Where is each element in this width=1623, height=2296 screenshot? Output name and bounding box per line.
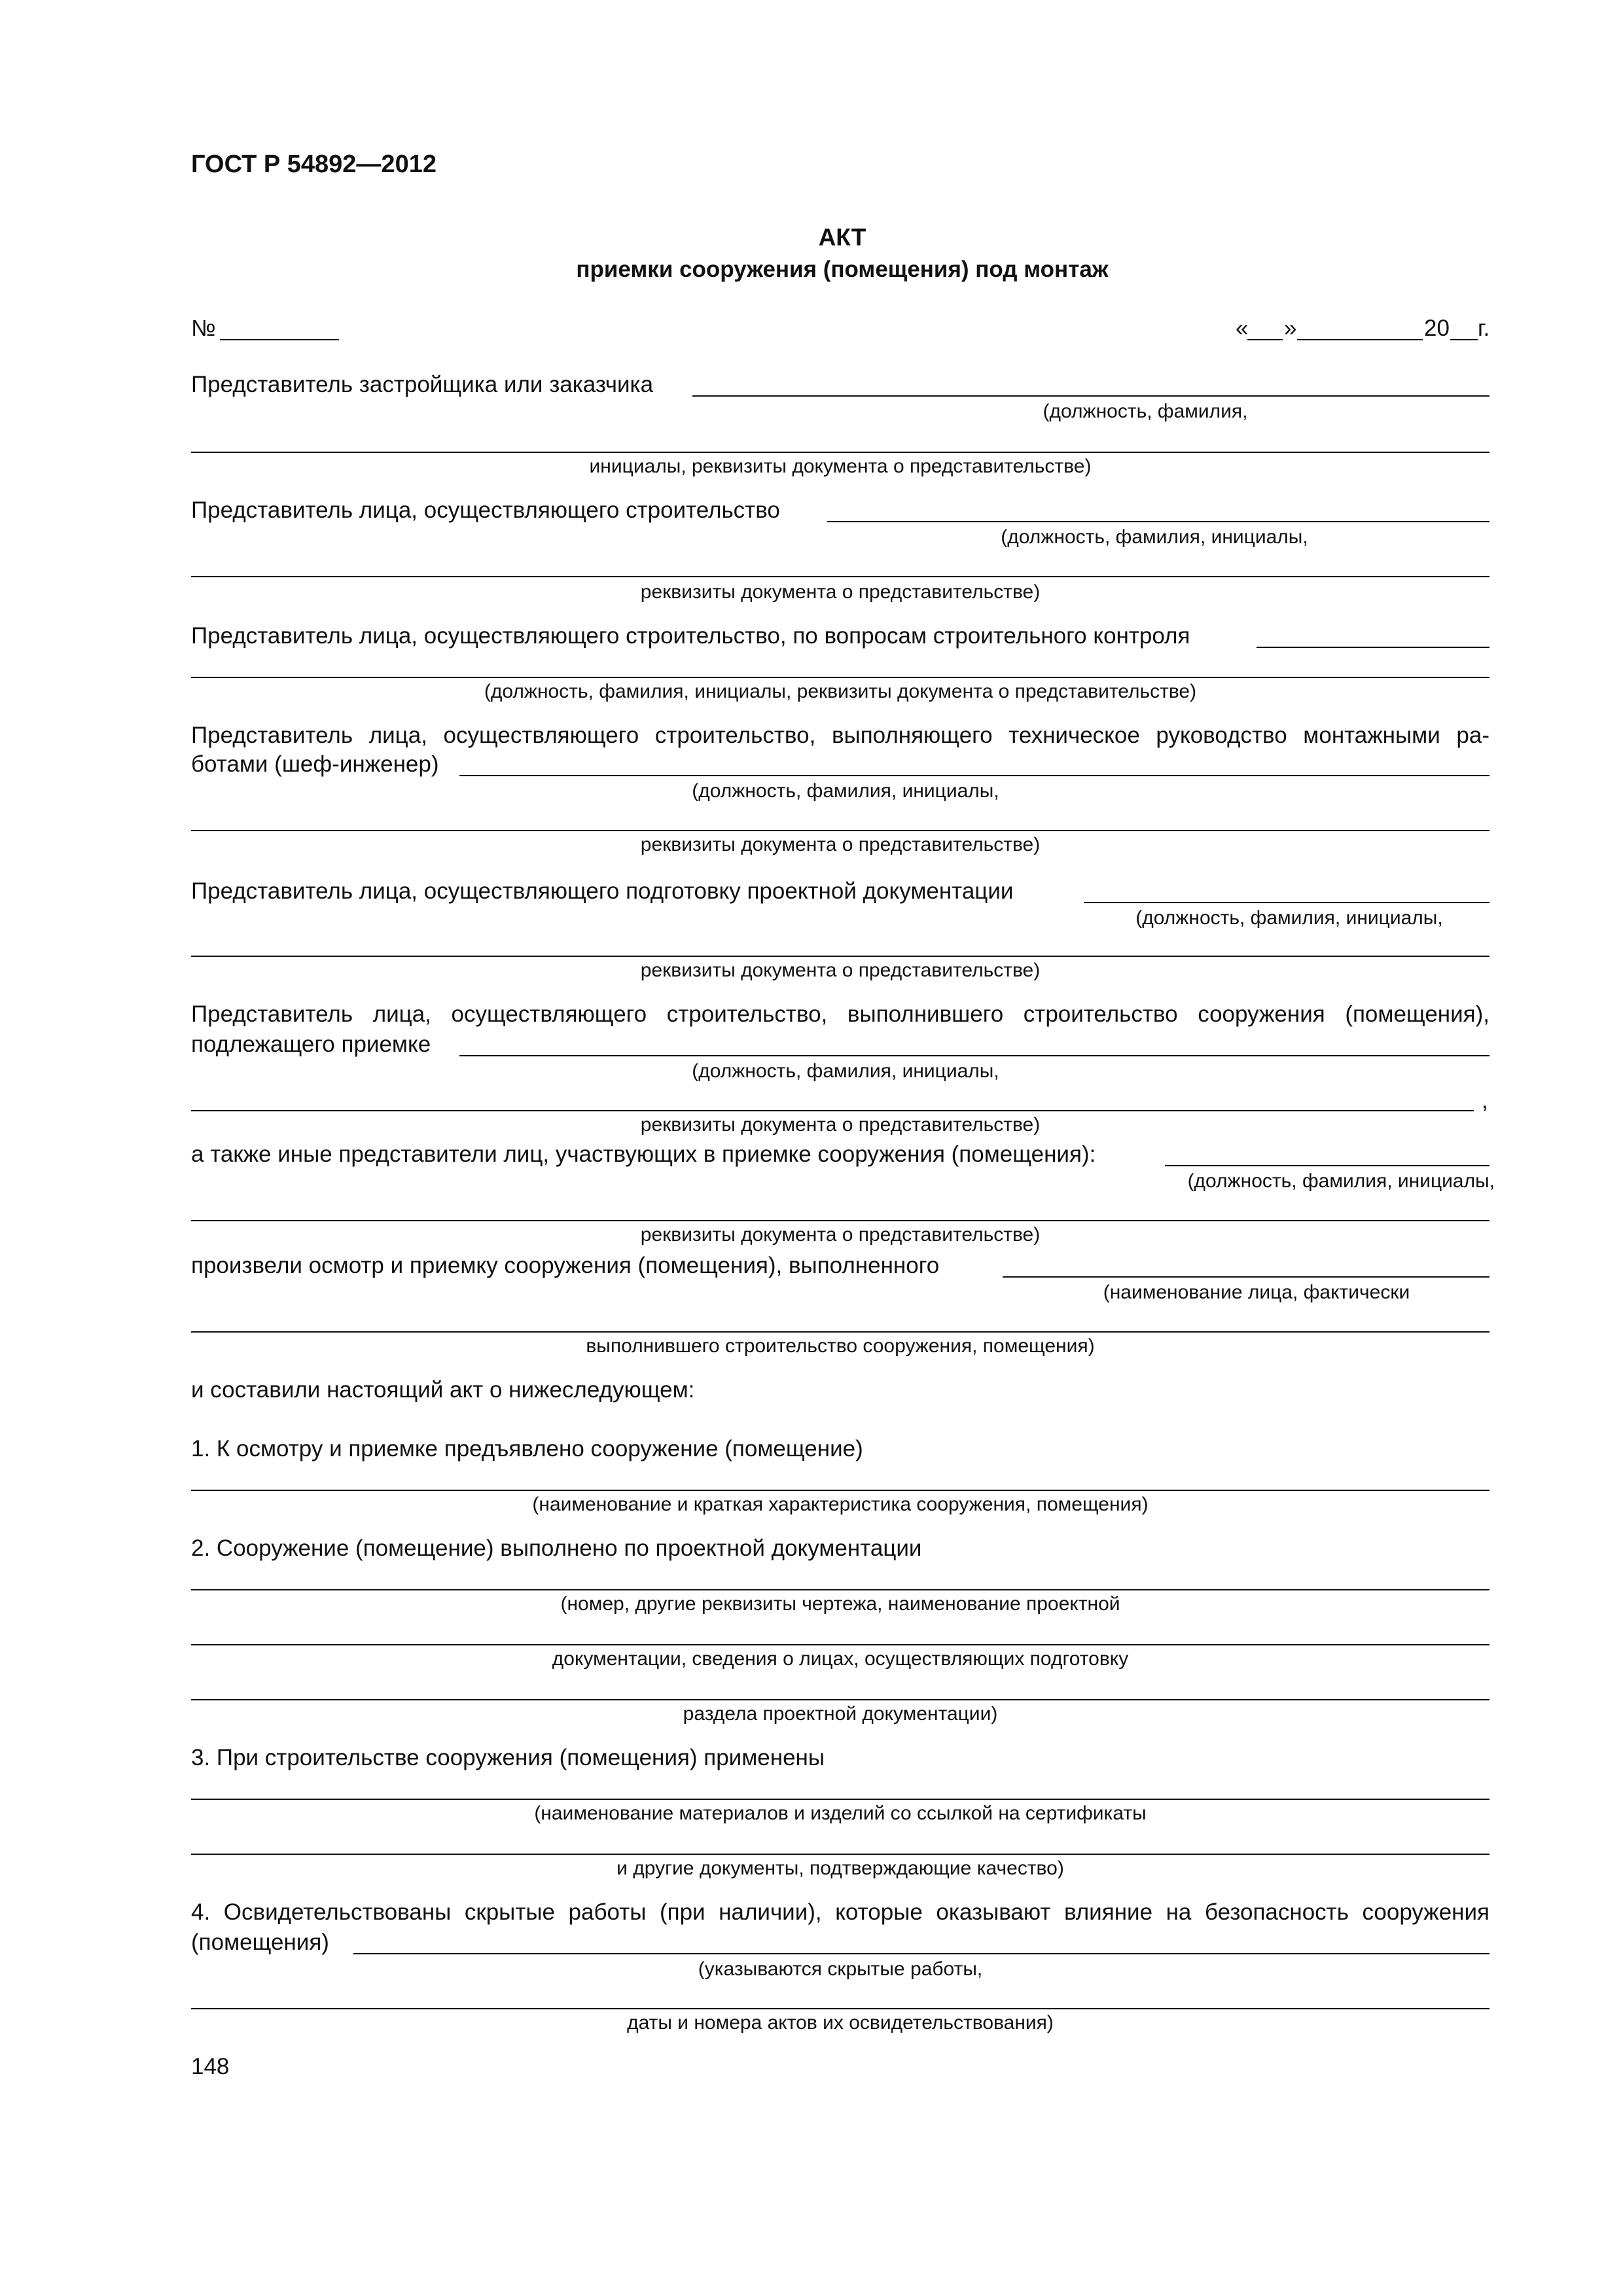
number-label: №	[191, 315, 216, 341]
date-close-quote: »	[1284, 315, 1297, 341]
performer-rep-caption: (должность, фамилия, инициалы,	[692, 1060, 999, 1082]
item-4-label-1: 4. Освидетельствованы скрытые работы (при наличии), которые оказывают влияние на безопасность сооружения	[191, 1899, 1489, 1925]
builder-rep-field[interactable]	[827, 521, 1489, 522]
chief-rep-field[interactable]	[459, 775, 1489, 776]
item-3-caption: (наименование материалов и изделий со ссылкой на сертификаты	[534, 1803, 1147, 1824]
chief-rep-caption-2: реквизиты документа о представительстве)	[640, 834, 1041, 855]
compiled-statement: и составили настоящий акт о нижеследующем:	[191, 1377, 695, 1403]
design-rep-label: Представитель лица, осуществляющего подготовку проектной документации	[191, 878, 1014, 904]
date-month-field[interactable]	[1297, 339, 1423, 340]
chief-rep-label-1: Представитель лица, осуществляющего строительство, выполняющего техническое руководство монтажными ра-	[191, 723, 1489, 748]
builder-rep-field-2[interactable]	[191, 576, 1489, 577]
item-3-field[interactable]	[191, 1799, 1489, 1800]
item-2-caption-3: раздела проектной документации)	[683, 1703, 998, 1725]
performer-comma: ,	[1482, 1088, 1488, 1113]
item-1-caption: (наименование и краткая характеристика сооружения, помещения)	[532, 1494, 1149, 1515]
inspection-caption: (наименование лица, фактически	[1103, 1282, 1410, 1303]
item-3-field-2[interactable]	[191, 1854, 1489, 1855]
builder-rep-label: Представитель лица, осуществляющего строительство	[191, 497, 780, 523]
standard-code: ГОСТ Р 54892—2012	[191, 151, 437, 178]
page-number: 148	[191, 2054, 230, 2079]
others-rep-label: а также иные представители лиц, участвующих в приемке сооружения (помещения):	[191, 1141, 1096, 1167]
chief-rep-field-2[interactable]	[191, 830, 1489, 831]
design-rep-caption-2: реквизиты документа о представительстве)	[640, 960, 1041, 981]
developer-rep-caption: (должность, фамилия,	[1043, 401, 1248, 422]
item-1-label: 1. К осмотру и приемке предъявлено сооружение (помещение)	[191, 1436, 863, 1462]
inspection-caption-2: выполнившего строительство сооружения, помещения)	[586, 1335, 1095, 1357]
act-subtitle: приемки сооружения (помещения) под монтаж	[576, 257, 1109, 282]
item-2-field[interactable]	[191, 1589, 1489, 1590]
control-rep-field-2[interactable]	[191, 677, 1489, 678]
design-rep-caption: (должность, фамилия, инициалы,	[1135, 907, 1443, 929]
item-4-field-2[interactable]	[191, 2008, 1489, 2009]
performer-rep-label-2: подлежащего приемке	[191, 1031, 431, 1057]
inspection-field-2[interactable]	[191, 1331, 1489, 1333]
performer-rep-field[interactable]	[459, 1055, 1489, 1056]
others-rep-field-2[interactable]	[191, 1220, 1489, 1221]
performer-rep-field-2[interactable]	[191, 1110, 1474, 1111]
item-4-label-2: (помещения)	[191, 1929, 329, 1955]
others-rep-caption-2: реквизиты документа о представительстве)	[640, 1224, 1041, 1246]
control-rep-label: Представитель лица, осуществляющего строительство, по вопросам строительного контроля	[191, 623, 1190, 649]
inspection-field[interactable]	[1003, 1276, 1489, 1278]
date-year-prefix: 20	[1424, 315, 1450, 341]
date-year-suffix: г.	[1478, 315, 1490, 341]
design-rep-field-2[interactable]	[191, 956, 1489, 957]
control-rep-field[interactable]	[1257, 647, 1489, 648]
chief-rep-label-2: ботами (шеф-инженер)	[191, 751, 439, 777]
item-4-caption: (указываются скрытые работы,	[698, 1958, 983, 1980]
item-1-field[interactable]	[191, 1490, 1489, 1491]
item-4-field[interactable]	[353, 1953, 1489, 1954]
item-2-caption: (номер, другие реквизиты чертежа, наименование проектной	[560, 1593, 1120, 1615]
others-rep-caption: (должность, фамилия, инициалы,	[1187, 1170, 1495, 1192]
developer-rep-field-2[interactable]	[191, 452, 1489, 453]
item-4-caption-2: даты и номера актов их освидетельствования)	[627, 2012, 1054, 2034]
builder-rep-caption: (должность, фамилия, инициалы,	[1001, 526, 1308, 548]
date-day-field[interactable]	[1247, 339, 1283, 340]
performer-rep-label-1: Представитель лица, осуществляющего строительство, выполнившего строительство сооружения (помещения),	[191, 1001, 1489, 1027]
others-rep-field[interactable]	[1165, 1165, 1489, 1166]
item-2-field-2[interactable]	[191, 1644, 1489, 1645]
performer-rep-caption-2: реквизиты документа о представительстве)	[640, 1114, 1041, 1136]
developer-rep-field[interactable]	[692, 395, 1489, 397]
item-2-caption-2: документации, сведения о лицах, осуществляющих подготовку	[552, 1648, 1129, 1670]
inspection-label: произвели осмотр и приемку сооружения (помещения), выполненного	[191, 1253, 940, 1278]
act-title: АКТ	[818, 224, 866, 251]
item-2-label: 2. Сооружение (помещение) выполнено по проектной документации	[191, 1535, 922, 1561]
item-3-caption-2: и другие документы, подтверждающие качество)	[616, 1857, 1064, 1879]
item-3-label: 3. При строительстве сооружения (помещения) применены	[191, 1745, 825, 1770]
chief-rep-caption: (должность, фамилия, инициалы,	[692, 780, 999, 802]
design-rep-field[interactable]	[1084, 902, 1489, 903]
developer-rep-label: Представитель застройщика или заказчика	[191, 372, 654, 397]
builder-rep-caption-2: реквизиты документа о представительстве)	[640, 581, 1041, 603]
date-open-quote: «	[1236, 315, 1249, 341]
developer-rep-caption-2: инициалы, реквизиты документа о представительстве)	[589, 456, 1092, 477]
control-rep-caption: (должность, фамилия, инициалы, реквизиты документа о представительстве)	[484, 681, 1197, 702]
date-year-field[interactable]	[1450, 339, 1478, 340]
number-field[interactable]	[220, 339, 339, 340]
item-2-field-3[interactable]	[191, 1699, 1489, 1700]
